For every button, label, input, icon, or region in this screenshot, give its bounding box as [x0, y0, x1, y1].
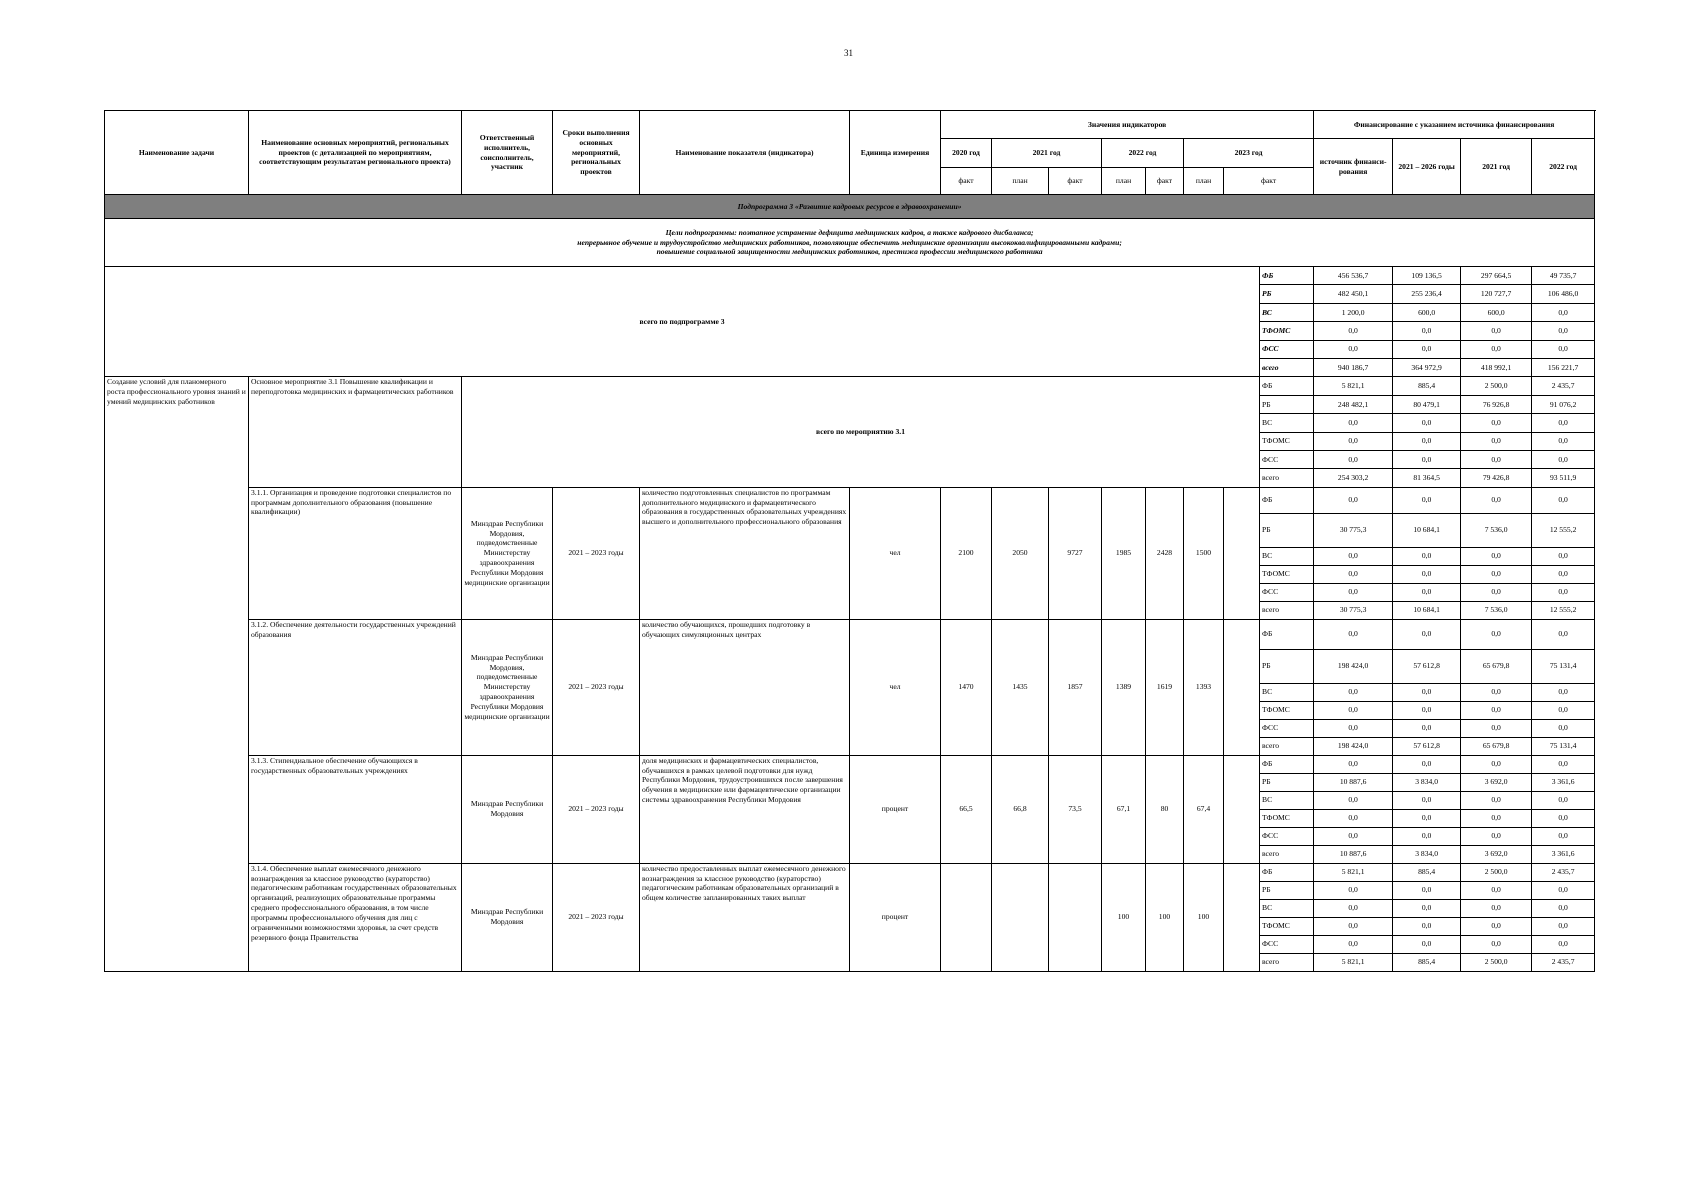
fin-total: 0,0 [1314, 917, 1393, 935]
indicator-value: 1619 [1146, 619, 1184, 755]
fin-2021: 57 612,8 [1393, 649, 1461, 683]
fin-source: ФБ [1260, 377, 1314, 395]
table-row [105, 755, 1595, 773]
fin-total: 248 482,1 [1314, 395, 1393, 413]
fin-source: ВС [1260, 791, 1314, 809]
item-indicator: количество предоставленных выплат ежемесячного денежного вознаграждения за классное руководство (кураторство) педагогическим работникам образовательных организаций в общем количестве запланированных таких выплат [640, 863, 850, 971]
fin-total: 0,0 [1314, 487, 1393, 513]
fin-2021: 364 972,9 [1393, 358, 1461, 376]
col-2023: 2023 год [1184, 139, 1314, 168]
item-responsible: Минздрав Республики Мордовия, подведомственные Министерству здравоохранения Республики Мордовия медицинские организации [462, 619, 553, 755]
table-body [105, 111, 1595, 972]
fin-2021: 0,0 [1393, 917, 1461, 935]
fin-total: 0,0 [1314, 935, 1393, 953]
fin-total: 0,0 [1314, 565, 1393, 583]
indicator-value: 66,8 [992, 755, 1049, 863]
fin-2022: 0,0 [1461, 565, 1532, 583]
fin-source: ФСС [1260, 583, 1314, 601]
col-indicator: Наименование показателя (индикатора) [640, 111, 850, 195]
fin-2021: 109 136,5 [1393, 267, 1461, 285]
fin-2023: 0,0 [1532, 791, 1595, 809]
fin-2022: 0,0 [1461, 791, 1532, 809]
col-2023-plan: план [1184, 168, 1224, 195]
fin-source: ТФОМС [1260, 917, 1314, 935]
fin-2021: 0,0 [1393, 565, 1461, 583]
fin-2022: 2 500,0 [1461, 953, 1532, 971]
item-responsible: Минздрав Республики Мордовия [462, 755, 553, 863]
col-financing: Финансирование с указанием источника финансирования [1314, 111, 1595, 139]
fin-2022: 0,0 [1461, 414, 1532, 432]
fin-2022: 0,0 [1461, 827, 1532, 845]
col-2022-fact: факт [1146, 168, 1184, 195]
subprogram-goals [105, 219, 1595, 267]
header-row [105, 111, 1595, 139]
fin-2021: 0,0 [1393, 881, 1461, 899]
col-measures: Наименование основных мероприятий, региональных проектов (с детализацией по мероприятиям, соответствующим результатам регионального проекта) [249, 111, 462, 195]
fin-total: 0,0 [1314, 881, 1393, 899]
col-responsible: Ответственный исполнитель, соисполнитель, участник [462, 111, 553, 195]
fin-source: РБ [1260, 773, 1314, 791]
indicator-value [1224, 755, 1260, 863]
col-unit: Единица измерения [850, 111, 941, 195]
fin-2021: 0,0 [1393, 619, 1461, 649]
fin-2021: 0,0 [1393, 487, 1461, 513]
col-task: Наименование задачи [105, 111, 249, 195]
fin-total: 254 303,2 [1314, 469, 1393, 487]
item-unit: процент [850, 755, 941, 863]
item-name: 3.1.4. Обеспечение выплат ежемесячного денежного вознаграждения за классное руководство (кураторство) педагогическим работникам государственных образовательных организаций, реализующих образовательные программы среднего профессионального образования, в том числе программы профессионального обучения для лиц с ограниченными возможностями здоровья, за счет средств резервного фонда Правительства [249, 863, 462, 971]
fin-total: 0,0 [1314, 755, 1393, 773]
goals-row [105, 219, 1595, 267]
fin-2022: 0,0 [1461, 719, 1532, 737]
fin-total: 0,0 [1314, 547, 1393, 565]
fin-2021: 0,0 [1393, 450, 1461, 468]
page-number: 31 [844, 48, 853, 58]
indicator-value [1224, 487, 1260, 619]
indicator-value: 100 [1146, 863, 1184, 971]
fin-2022: 2 500,0 [1461, 377, 1532, 395]
goal-line: непрерывное обучение и трудоустройство медицинских работников, позволяющие обеспечить медицинские организации высококвалифицированными кадрами; [577, 237, 1122, 247]
item-indicator: доля медицинских и фармацевтических специалистов, обучавшихся в рамках целевой подготовки для нужд Республики Мордовия, трудоустроившихся после завершения обучения в медицинские или фармацевтические организации системы здравоохранения Республики Мордовия [640, 755, 850, 863]
fin-2023: 0,0 [1532, 683, 1595, 701]
fin-total: 30 775,3 [1314, 513, 1393, 547]
indicator-value: 2050 [992, 487, 1049, 619]
fin-2021: 81 364,5 [1393, 469, 1461, 487]
fin-2023: 0,0 [1532, 450, 1595, 468]
fin-2021: 80 479,1 [1393, 395, 1461, 413]
indicator-value [1049, 863, 1102, 971]
fin-2023: 0,0 [1532, 340, 1595, 358]
fin-2021: 0,0 [1393, 755, 1461, 773]
fin-2023: 3 361,6 [1532, 845, 1595, 863]
col-2021: 2021 год [992, 139, 1102, 168]
fin-2022: 0,0 [1461, 583, 1532, 601]
fin-2022: 0,0 [1461, 755, 1532, 773]
fin-total: 0,0 [1314, 450, 1393, 468]
fin-2023: 2 435,7 [1532, 863, 1595, 881]
fin-2023: 0,0 [1532, 565, 1595, 583]
fin-2022: 0,0 [1461, 917, 1532, 935]
item-terms: 2021 – 2023 годы [553, 755, 640, 863]
fin-source: ВС [1260, 899, 1314, 917]
fin-total: 198 424,0 [1314, 737, 1393, 755]
fin-2021: 885,4 [1393, 953, 1461, 971]
fin-2021: 0,0 [1393, 322, 1461, 340]
fin-2023: 0,0 [1532, 322, 1595, 340]
fin-2023: 0,0 [1532, 701, 1595, 719]
program-table [104, 110, 1595, 972]
fin-total: 0,0 [1314, 619, 1393, 649]
item-name: 3.1.2. Обеспечение деятельности государственных учреждений образования [249, 619, 462, 755]
fin-total: 5 821,1 [1314, 377, 1393, 395]
col-indicator-values: Значения индикаторов [941, 111, 1314, 139]
indicator-value: 1435 [992, 619, 1049, 755]
fin-2022: 3 692,0 [1461, 845, 1532, 863]
goal-line: Цели подпрограммы: поэтапное устранение дефицита медицинских кадров, а также кадрового дисбаланса; [665, 227, 1034, 237]
fin-source: ФСС [1260, 450, 1314, 468]
fin-2021: 0,0 [1393, 791, 1461, 809]
fin-source: РБ [1260, 285, 1314, 303]
fin-2023: 0,0 [1532, 917, 1595, 935]
fin-2023: 0,0 [1532, 935, 1595, 953]
fin-total: 0,0 [1314, 432, 1393, 450]
item-terms: 2021 – 2023 годы [553, 863, 640, 971]
fin-total: 0,0 [1314, 322, 1393, 340]
fin-2023: 12 555,2 [1532, 601, 1595, 619]
fin-total: 0,0 [1314, 683, 1393, 701]
goal-line: повышение социальной защищенности медицинских работников, престижа профессии медицинского работника [656, 247, 1043, 257]
indicator-value [941, 863, 992, 971]
fin-total: 0,0 [1314, 719, 1393, 737]
fin-2023: 0,0 [1532, 619, 1595, 649]
fin-2021: 0,0 [1393, 809, 1461, 827]
table-row [105, 267, 1595, 285]
fin-2021: 0,0 [1393, 935, 1461, 953]
fin-total: 456 536,7 [1314, 267, 1393, 285]
fin-2022: 7 536,0 [1461, 601, 1532, 619]
fin-2023: 0,0 [1532, 809, 1595, 827]
fin-2023: 2 435,7 [1532, 953, 1595, 971]
col-2020-fact: факт [941, 168, 992, 195]
fin-2023: 49 735,7 [1532, 267, 1595, 285]
table-row [105, 377, 1595, 395]
fin-total: 0,0 [1314, 791, 1393, 809]
fin-2023: 0,0 [1532, 827, 1595, 845]
fin-source: РБ [1260, 513, 1314, 547]
item-terms: 2021 – 2023 годы [553, 487, 640, 619]
fin-2023: 93 511,9 [1532, 469, 1595, 487]
col-source: источник финанси-рования [1314, 139, 1393, 195]
fin-total: 10 887,6 [1314, 845, 1393, 863]
fin-2022: 3 692,0 [1461, 773, 1532, 791]
fin-total: 5 821,1 [1314, 953, 1393, 971]
fin-source: ФСС [1260, 719, 1314, 737]
col-2021-plan: план [992, 168, 1049, 195]
fin-2021: 0,0 [1393, 340, 1461, 358]
fin-source: ВС [1260, 683, 1314, 701]
indicator-value: 1985 [1102, 487, 1146, 619]
fin-source: всего [1260, 358, 1314, 376]
fin-2022: 0,0 [1461, 619, 1532, 649]
indicator-value: 1389 [1102, 619, 1146, 755]
fin-2021: 0,0 [1393, 683, 1461, 701]
indicator-value: 67,1 [1102, 755, 1146, 863]
fin-2021: 0,0 [1393, 719, 1461, 737]
subprogram-title: Подпрограмма 3 «Развитие кадровых ресурсов в здравоохранении» [105, 195, 1595, 219]
indicator-value: 67,4 [1184, 755, 1224, 863]
fin-2023: 3 361,6 [1532, 773, 1595, 791]
item-indicator: количество подготовленных специалистов по программам дополнительного медицинского и фармацевтического образования в государственных образовательных учреждениях высшего и дополнительного профессионального образования [640, 487, 850, 619]
fin-2023: 0,0 [1532, 583, 1595, 601]
fin-2021: 0,0 [1393, 414, 1461, 432]
fin-2023: 106 486,0 [1532, 285, 1595, 303]
fin-total: 0,0 [1314, 899, 1393, 917]
indicator-value: 9727 [1049, 487, 1102, 619]
fin-2023: 0,0 [1532, 719, 1595, 737]
fin-2021: 885,4 [1393, 863, 1461, 881]
col-terms: Сроки выполнения основных мероприятий, региональных проектов [553, 111, 640, 195]
fin-source: ФБ [1260, 619, 1314, 649]
fin-2022: 0,0 [1461, 432, 1532, 450]
item-terms: 2021 – 2023 годы [553, 619, 640, 755]
fin-2023: 0,0 [1532, 432, 1595, 450]
col-2020: 2020 год [941, 139, 992, 168]
fin-source: ФСС [1260, 827, 1314, 845]
fin-2022: 0,0 [1461, 340, 1532, 358]
col-f2021: 2021 год [1461, 139, 1532, 195]
fin-2022: 600,0 [1461, 303, 1532, 321]
fin-2022: 0,0 [1461, 450, 1532, 468]
fin-2023: 12 555,2 [1532, 513, 1595, 547]
fin-2021: 57 612,8 [1393, 737, 1461, 755]
indicator-value [992, 863, 1049, 971]
fin-total: 5 821,1 [1314, 863, 1393, 881]
measure-name: Основное мероприятие 3.1 Повышение квалификации и переподготовка медицинских и фармацевтических работников [249, 377, 462, 487]
fin-2022: 120 727,7 [1461, 285, 1532, 303]
fin-total: 940 186,7 [1314, 358, 1393, 376]
fin-source: ФБ [1260, 487, 1314, 513]
item-unit: чел [850, 487, 941, 619]
fin-2021: 600,0 [1393, 303, 1461, 321]
fin-2021: 0,0 [1393, 583, 1461, 601]
fin-2022: 7 536,0 [1461, 513, 1532, 547]
fin-2023: 0,0 [1532, 881, 1595, 899]
fin-2022: 0,0 [1461, 683, 1532, 701]
fin-2021: 885,4 [1393, 377, 1461, 395]
fin-2022: 0,0 [1461, 899, 1532, 917]
fin-2023: 2 435,7 [1532, 377, 1595, 395]
fin-2023: 0,0 [1532, 899, 1595, 917]
fin-2023: 91 076,2 [1532, 395, 1595, 413]
col-2022: 2022 год [1102, 139, 1184, 168]
fin-source: всего [1260, 469, 1314, 487]
fin-source: всего [1260, 845, 1314, 863]
fin-2021: 3 834,0 [1393, 845, 1461, 863]
indicator-value: 2100 [941, 487, 992, 619]
fin-2021: 10 684,1 [1393, 513, 1461, 547]
fin-total: 0,0 [1314, 809, 1393, 827]
fin-2023: 0,0 [1532, 487, 1595, 513]
fin-total: 0,0 [1314, 583, 1393, 601]
fin-source: РБ [1260, 649, 1314, 683]
col-f2022: 2022 год [1532, 139, 1595, 195]
task-name: Создание условий для планомерного роста профессионального уровня знаний и умений медицинских работников [105, 377, 249, 971]
indicator-value: 1500 [1184, 487, 1224, 619]
fin-2022: 0,0 [1461, 322, 1532, 340]
fin-source: ФБ [1260, 863, 1314, 881]
fin-source: РБ [1260, 881, 1314, 899]
fin-2022: 79 426,8 [1461, 469, 1532, 487]
fin-2021: 0,0 [1393, 547, 1461, 565]
table-row [105, 487, 1595, 513]
col-2023-fact: факт [1224, 168, 1314, 195]
fin-2021: 255 236,4 [1393, 285, 1461, 303]
fin-total: 0,0 [1314, 414, 1393, 432]
fin-source: всего [1260, 601, 1314, 619]
fin-source: ТФОМС [1260, 322, 1314, 340]
fin-2023: 0,0 [1532, 547, 1595, 565]
fin-source: ВС [1260, 414, 1314, 432]
fin-2022: 65 679,8 [1461, 737, 1532, 755]
item-indicator: количество обучающихся, прошедших подготовку в обучающих симуляционных центрах [640, 619, 850, 755]
fin-2022: 2 500,0 [1461, 863, 1532, 881]
indicator-value: 66,5 [941, 755, 992, 863]
item-name: 3.1.3. Стипендиальное обеспечение обучающихся в государственных образовательных учреждениях [249, 755, 462, 863]
item-unit: чел [850, 619, 941, 755]
fin-total: 0,0 [1314, 827, 1393, 845]
col-2022-plan: план [1102, 168, 1146, 195]
fin-total: 10 887,6 [1314, 773, 1393, 791]
fin-source: ФСС [1260, 935, 1314, 953]
fin-2022: 0,0 [1461, 701, 1532, 719]
subprogram-total-label: всего по подпрограмме 3 [105, 267, 1260, 377]
fin-source: ТФОМС [1260, 809, 1314, 827]
indicator-value: 100 [1102, 863, 1146, 971]
fin-2023: 0,0 [1532, 414, 1595, 432]
indicator-value: 1393 [1184, 619, 1224, 755]
fin-source: ТФОМС [1260, 432, 1314, 450]
fin-source: ВС [1260, 547, 1314, 565]
fin-2021: 0,0 [1393, 899, 1461, 917]
indicator-value: 1470 [941, 619, 992, 755]
fin-source: ФБ [1260, 267, 1314, 285]
fin-2022: 0,0 [1461, 809, 1532, 827]
fin-2023: 0,0 [1532, 303, 1595, 321]
fin-2022: 297 664,5 [1461, 267, 1532, 285]
indicator-value: 1857 [1049, 619, 1102, 755]
table-row [105, 619, 1595, 649]
fin-2023: 156 221,7 [1532, 358, 1595, 376]
fin-source: ТФОМС [1260, 565, 1314, 583]
fin-2022: 0,0 [1461, 547, 1532, 565]
subprogram-band [105, 195, 1595, 219]
fin-source: всего [1260, 737, 1314, 755]
fin-2022: 0,0 [1461, 935, 1532, 953]
fin-source: всего [1260, 953, 1314, 971]
fin-source: ВС [1260, 303, 1314, 321]
fin-total: 198 424,0 [1314, 649, 1393, 683]
fin-source: ТФОМС [1260, 701, 1314, 719]
fin-total: 1 200,0 [1314, 303, 1393, 321]
fin-2022: 0,0 [1461, 487, 1532, 513]
fin-total: 30 775,3 [1314, 601, 1393, 619]
fin-2021: 3 834,0 [1393, 773, 1461, 791]
item-unit: процент [850, 863, 941, 971]
fin-2022: 418 992,1 [1461, 358, 1532, 376]
fin-total: 482 450,1 [1314, 285, 1393, 303]
col-2021-fact: факт [1049, 168, 1102, 195]
indicator-value [1224, 863, 1260, 971]
indicator-value [1224, 619, 1260, 755]
col-period: 2021 – 2026 годы [1393, 139, 1461, 195]
item-responsible: Минздрав Республики Мордовия, подведомственные Министерству здравоохранения Республики Мордовия медицинские организации [462, 487, 553, 619]
fin-2021: 0,0 [1393, 827, 1461, 845]
indicator-value: 2428 [1146, 487, 1184, 619]
fin-source: РБ [1260, 395, 1314, 413]
fin-total: 0,0 [1314, 340, 1393, 358]
fin-2022: 0,0 [1461, 881, 1532, 899]
fin-source: ФСС [1260, 340, 1314, 358]
indicator-value: 73,5 [1049, 755, 1102, 863]
fin-2022: 65 679,8 [1461, 649, 1532, 683]
fin-2023: 75 131,4 [1532, 649, 1595, 683]
indicator-value: 100 [1184, 863, 1224, 971]
measure-total-label: всего по мероприятию 3.1 [462, 377, 1260, 487]
indicator-value: 80 [1146, 755, 1184, 863]
item-name: 3.1.1. Организация и проведение подготовки специалистов по программам дополнительного образования (повышение квалификации) [249, 487, 462, 619]
fin-2021: 0,0 [1393, 432, 1461, 450]
fin-total: 0,0 [1314, 701, 1393, 719]
fin-2021: 10 684,1 [1393, 601, 1461, 619]
fin-2022: 76 926,8 [1461, 395, 1532, 413]
fin-2023: 75 131,4 [1532, 737, 1595, 755]
table-row [105, 863, 1595, 881]
fin-source: ФБ [1260, 755, 1314, 773]
fin-2021: 0,0 [1393, 701, 1461, 719]
item-responsible: Минздрав Республики Мордовия [462, 863, 553, 971]
fin-2023: 0,0 [1532, 755, 1595, 773]
